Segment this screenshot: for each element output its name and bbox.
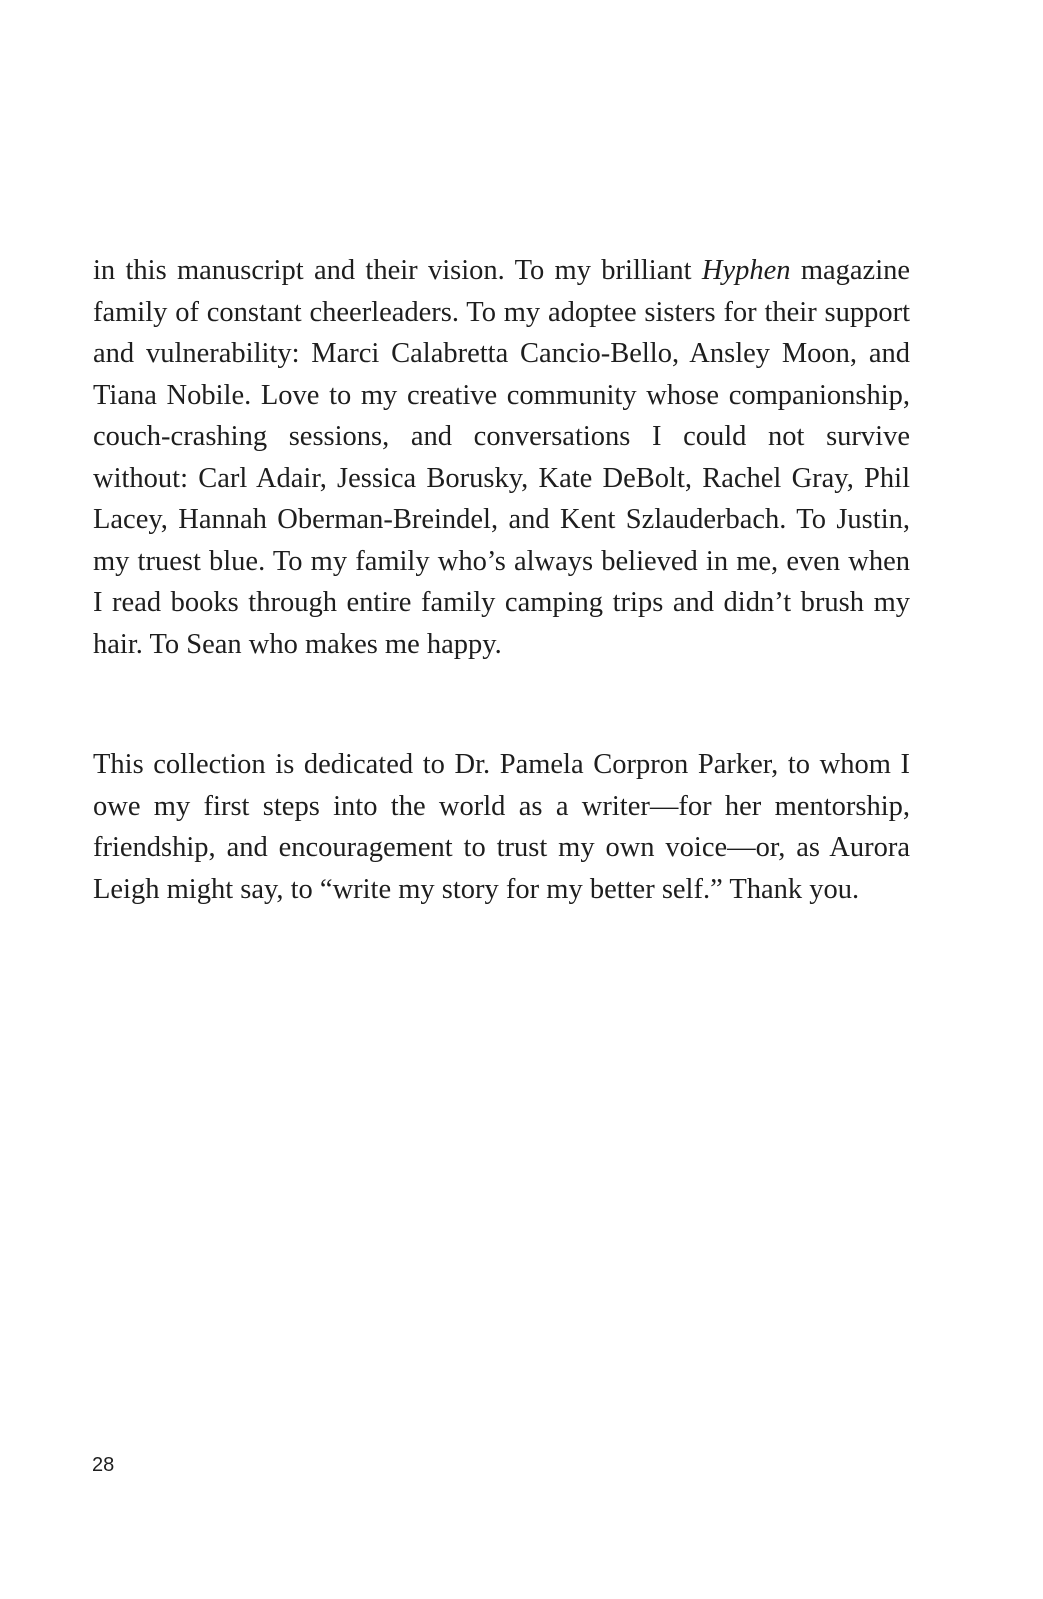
magazine-title: Hyphen [701,255,791,286]
acknowledgments-paragraph [93,250,910,665]
paragraph-text-start: in this manuscript and their vision. To my brilliant [93,255,702,286]
dedication-paragraph: This collection is dedicated to Dr. Pamela Corpron Parker, to whom I owe my first steps into the world as a writer—for her mentorship, friendship, and encouragement to trust my own voice—or, as Aurora Leigh might say, to “write my story for my better self.” Thank you. [93,749,910,905]
paragraph-text-rest: magazine family of constant cheerleaders. To my adoptee sisters for their support and vulnerability: Marci Calabretta Cancio-Bello, Ansley Moon, and Tiana Nobile. Love to my creative community whose companionship, couch-crashing sessions, and conversations I could not survive without: Carl Adair, Jessica Borusky, Kate DeBolt, Rachel Gray, Phil Lacey, Hannah Oberman-Breindel, and Kent Szlauderbach. To Justin, my truest blue. To my family who’s always believed in me, even when I read books through entire family camping trips and didn’t brush my hair. To Sean who makes me happy. [93,255,911,660]
page-number: 28 [92,1454,115,1476]
